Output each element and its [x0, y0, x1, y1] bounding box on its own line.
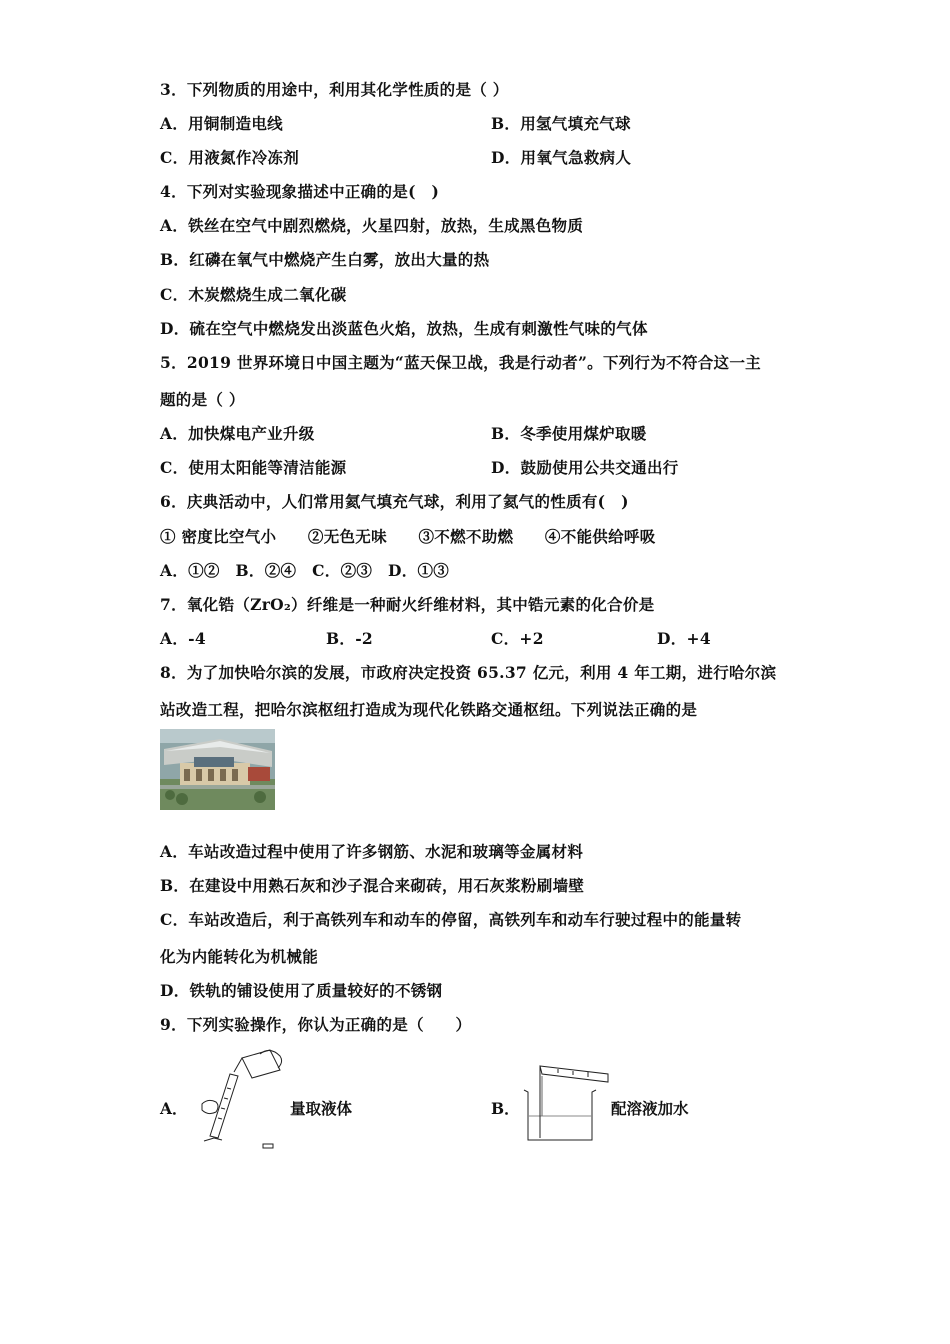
q4-option-a: A．铁丝在空气中剧烈燃烧，火星四射，放热，生成黑色物质	[160, 216, 584, 235]
q6-options: A．①② B．②④ C．②③ D．①③	[160, 561, 450, 580]
q4-stem: 4．下列对实验现象描述中正确的是( )	[160, 182, 440, 201]
q9-option-b-label: 配溶液加水	[611, 1099, 689, 1118]
q8-option-c-line1: C．车站改造后，利于高铁列车和动车的停留，高铁列车和动车行驶过程中的能量转	[160, 910, 742, 929]
q8-option-c-line2: 化为内能转化为机械能	[160, 947, 319, 966]
q7-option-d: D．+4	[657, 629, 711, 648]
q4-option-d: D．硫在空气中燃烧发出淡蓝色火焰，放热，生成有刺激性气味的气体	[160, 319, 648, 338]
q3-option-c: C．用液氮作冷冻剂	[160, 148, 300, 167]
q8-option-b: B．在建设中用熟石灰和沙子混合来砌砖，用石灰浆粉刷墙壁	[160, 876, 585, 895]
q5-option-a: A．加快煤电产业升级	[160, 424, 315, 443]
q3-option-d: D．用氧气急救病人	[491, 148, 632, 167]
q3-option-b: B．用氢气填充气球	[491, 114, 631, 133]
q7-option-c: C．+2	[491, 629, 544, 648]
q6-properties: ① 密度比空气小 ②无色无味 ③不燃不助燃 ④不能供给呼吸	[160, 527, 656, 546]
q7-option-a: A．-4	[160, 629, 206, 648]
q3-stem: 3．下列物质的用途中，利用其化学性质的是（ ）	[160, 80, 509, 99]
q4-option-b: B．红磷在氧气中燃烧产生白雾，放出大量的热	[160, 250, 490, 269]
q7-stem: 7．氧化锆（ZrO₂）纤维是一种耐火纤维材料，其中锆元素的化合价是	[160, 595, 655, 614]
q5-option-c: C．使用太阳能等清洁能源	[160, 458, 347, 477]
q5-stem-line1: 5．2019 世界环境日中国主题为“蓝天保卫战，我是行动者”。下列行为不符合这一主	[160, 353, 761, 372]
q6-stem: 6．庆典活动中，人们常用氦气填充气球，利用了氦气的性质有( )	[160, 492, 629, 511]
measure-liquid-figure	[190, 1046, 290, 1150]
q8-option-a: A．车站改造过程中使用了许多钢筋、水泥和玻璃等金属材料	[160, 842, 584, 861]
q8-option-d: D．铁轨的铺设使用了质量较好的不锈钢	[160, 981, 443, 1000]
q9-option-a-letter: A．	[160, 1099, 188, 1118]
q8-stem-line1: 8．为了加快哈尔滨的发展，市政府决定投资 65.37 亿元，利用 4 年工期，进行哈尔滨	[160, 663, 777, 682]
q5-option-d: D．鼓励使用公共交通出行	[491, 458, 679, 477]
q9-stem: 9．下列实验操作，你认为正确的是（ ）	[160, 1015, 472, 1034]
q3-option-a: A．用铜制造电线	[160, 114, 283, 133]
small-label-mark	[262, 1134, 274, 1153]
q8-stem-line2: 站改造工程，把哈尔滨枢纽打造成为现代化铁路交通枢纽。下列说法正确的是	[160, 700, 698, 719]
q5-stem-line2: 题的是（ ）	[160, 390, 245, 409]
q9-option-b-letter: B．	[491, 1099, 520, 1118]
q4-option-c: C．木炭燃烧生成二氧化碳	[160, 285, 347, 304]
q9-option-a-label: 量取液体	[290, 1099, 353, 1118]
add-water-figure	[518, 1060, 610, 1148]
harbin-station-photo	[160, 729, 275, 810]
q5-option-b: B．冬季使用煤炉取暖	[491, 424, 647, 443]
q7-option-b: B．-2	[326, 629, 374, 648]
